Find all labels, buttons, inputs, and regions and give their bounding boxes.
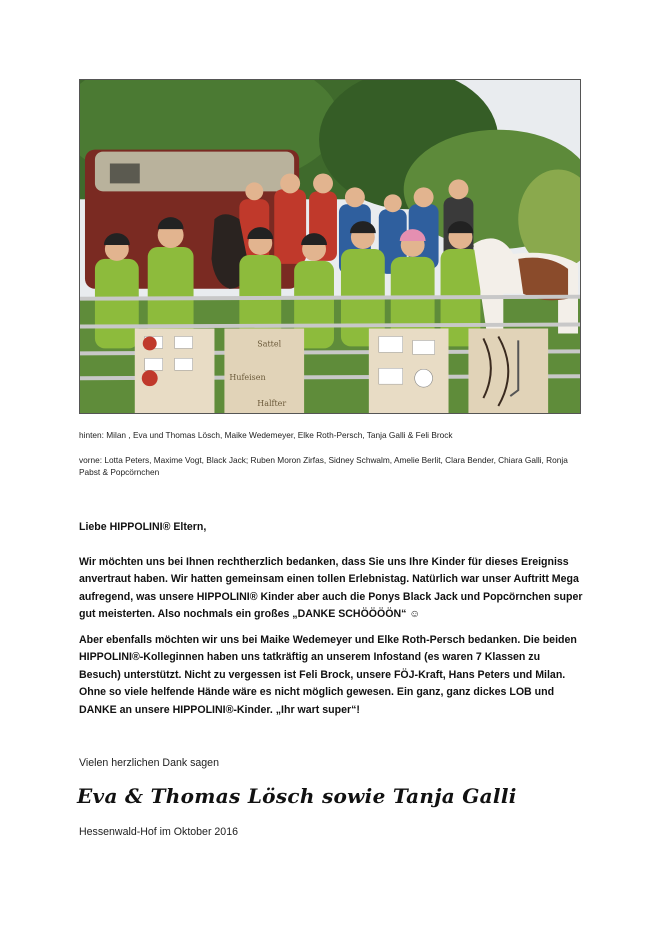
signature: Eva & Thomas Lösch sowie Tanja Galli <box>77 784 517 808</box>
photo-caption-front-row: vorne: Lotta Peters, Maxime Vogt, Black Jack; Ruben Moron Zirfas, Sidney Schwalm, Amelie Berlit, Clara Bender, Chiara Galli, Ronja Pabst & Popcörnchen <box>79 455 568 478</box>
letter-paragraph-2 <box>79 632 584 719</box>
letter-paragraph-1 <box>79 554 584 624</box>
closing-thanks: Vielen herzlichen Dank sagen <box>79 757 219 769</box>
photo-caption-back-row: hinten: Milan , Eva und Thomas Lösch, Maike Wedemeyer, Elke Roth-Persch, Tanja Galli & Feli Brock <box>79 430 453 440</box>
letter-paragraph-2-text: Aber ebenfalls möchten wir uns bei Maike Wedemeyer und Elke Roth-Persch bedanken. Die beiden HIPPOLINI®-Kolleginnen haben uns tatkräftig an unserem Infostand (es waren 7 Klassen zu Besuch) unterstützt. Nicht zu vergessen ist Feli Brock, unsere FÖJ-Kraft, Hans Peters und Milan. Ohne so viele helfende Hände wäre es nicht möglich gewesen. Ein ganz, ganz dickes LOB und DANKE an unsere HIPPOLINI®-Kinder. „Ihr wart super“! <box>79 634 577 716</box>
group-photo-illustration <box>80 80 580 413</box>
letter-paragraph-1-text: Wir möchten uns bei Ihnen rechtherzlich bedanken, dass Sie uns Ihre Kinder für dieses Ereigniss anvertraut haben. Wir hatten gemeinsam einen tollen Erlebnistag. Natürlich war unser Auftritt Mega aufregend, was unsere HIPPOLINI® Kinder aber auch die Ponys Black Jack und Popcörnchen super gut meisterten. Also nochmals ein großes „DANKE SCHÖÖÖÖN“ ☺ <box>79 556 583 621</box>
board-label-halfter: Halfter <box>257 399 287 409</box>
group-photo <box>79 79 581 414</box>
place-and-date: Hessenwald-Hof im Oktober 2016 <box>79 826 238 838</box>
board-label-hufeisen: Hufeisen <box>229 373 266 383</box>
board-label-sattel: Sattel <box>257 339 282 349</box>
letter-greeting: Liebe HIPPOLINI® Eltern, <box>79 521 207 533</box>
